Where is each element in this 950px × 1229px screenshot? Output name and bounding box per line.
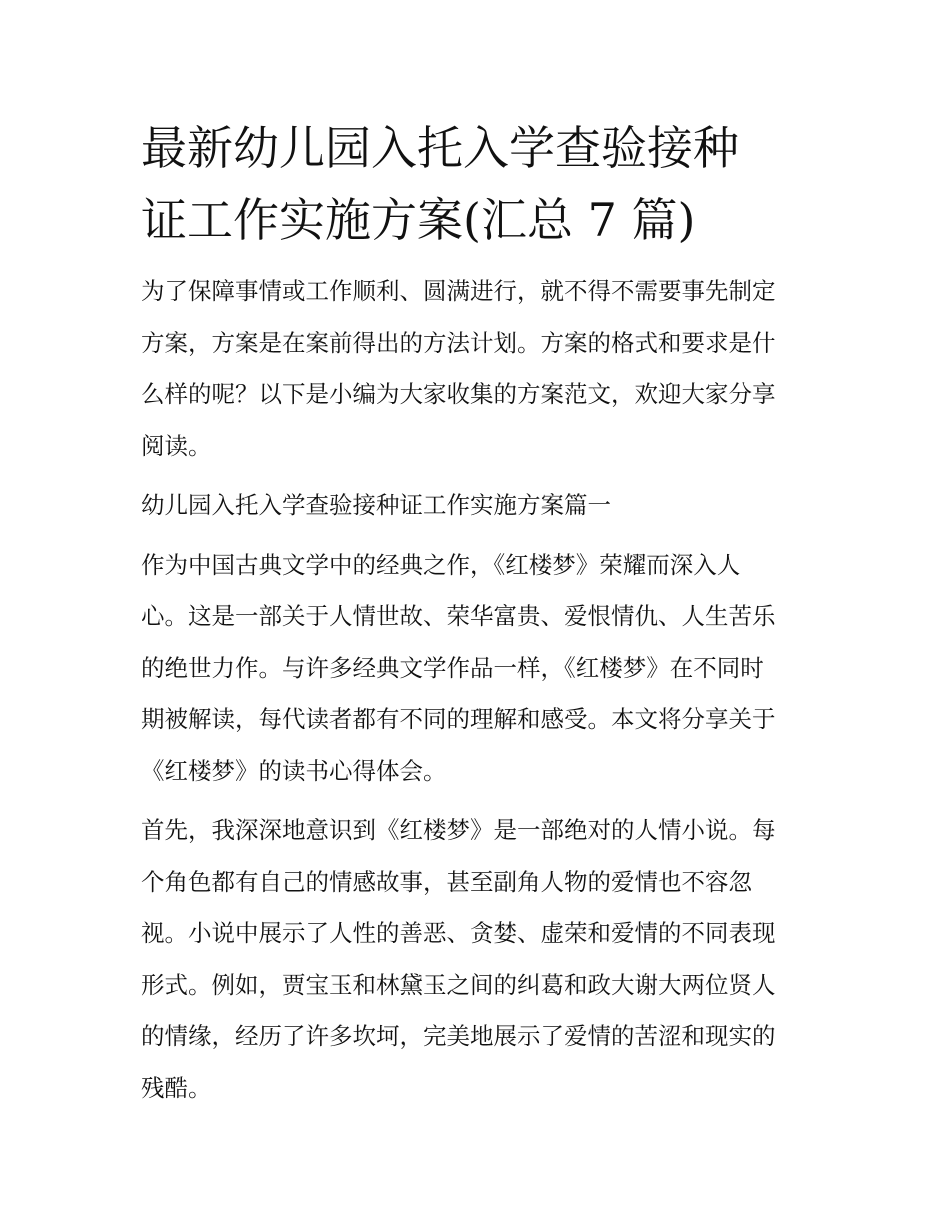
text-line: 心。这是一部关于人情世故、荣华富贵、爱恨情仇、人生苦乐 (141, 602, 776, 630)
text-line: 期被解读，每代读者都有不同的理解和感受。本文将分享关于 (141, 705, 776, 733)
text-line: 么样的呢？以下是小编为大家收集的方案范文，欢迎大家分享 (141, 380, 776, 408)
text-line: 个角色都有自己的情感故事，甚至副角人物的爱情也不容忽 (141, 867, 752, 896)
title-line: 证工作实施方案(汇总 7 篇) (141, 193, 696, 247)
intro-paragraph (141, 266, 813, 472)
text-line: 首先，我深深地意识到《红楼梦》是一部绝对的人情小说。每 (141, 816, 776, 844)
body-paragraph (141, 805, 813, 1114)
text-line: 阅读。 (141, 431, 212, 460)
body-paragraph (141, 540, 813, 798)
document-title (141, 112, 813, 256)
text-line: 《红楼梦》的读书心得体会。 (141, 756, 447, 785)
text-line: 残酷。 (141, 1073, 212, 1102)
title-line: 最新幼儿园入托入学查验接种 (141, 121, 739, 175)
text-line: 视。小说中展示了人性的善恶、贪婪、虚荣和爱情的不同表现 (141, 919, 776, 947)
section-heading (141, 480, 813, 532)
text-line: 的绝世力作。与许多经典文学作品一样，《红楼梦》在不同时 (141, 653, 764, 682)
text-line: 方案，方案是在案前得出的方法计划。方案的格式和要求是什 (141, 328, 776, 357)
text-line: 形式。例如，贾宝玉和林黛玉之间的纠葛和政大谢大两位贤人 (141, 970, 776, 999)
text-line: 为了保障事情或工作顺利、圆满进行，就不得不需要事先制定 (141, 277, 776, 305)
document-body (141, 112, 813, 1114)
text-line: 的情缘，经历了许多坎坷，完美地展示了爱情的苦涩和现实的 (141, 1022, 776, 1050)
text-line: 幼儿园入托入学查验接种证工作实施方案篇一 (141, 491, 611, 519)
text-line: 作为中国古典文学中的经典之作，《红楼梦》荣耀而深入人 (141, 550, 741, 579)
